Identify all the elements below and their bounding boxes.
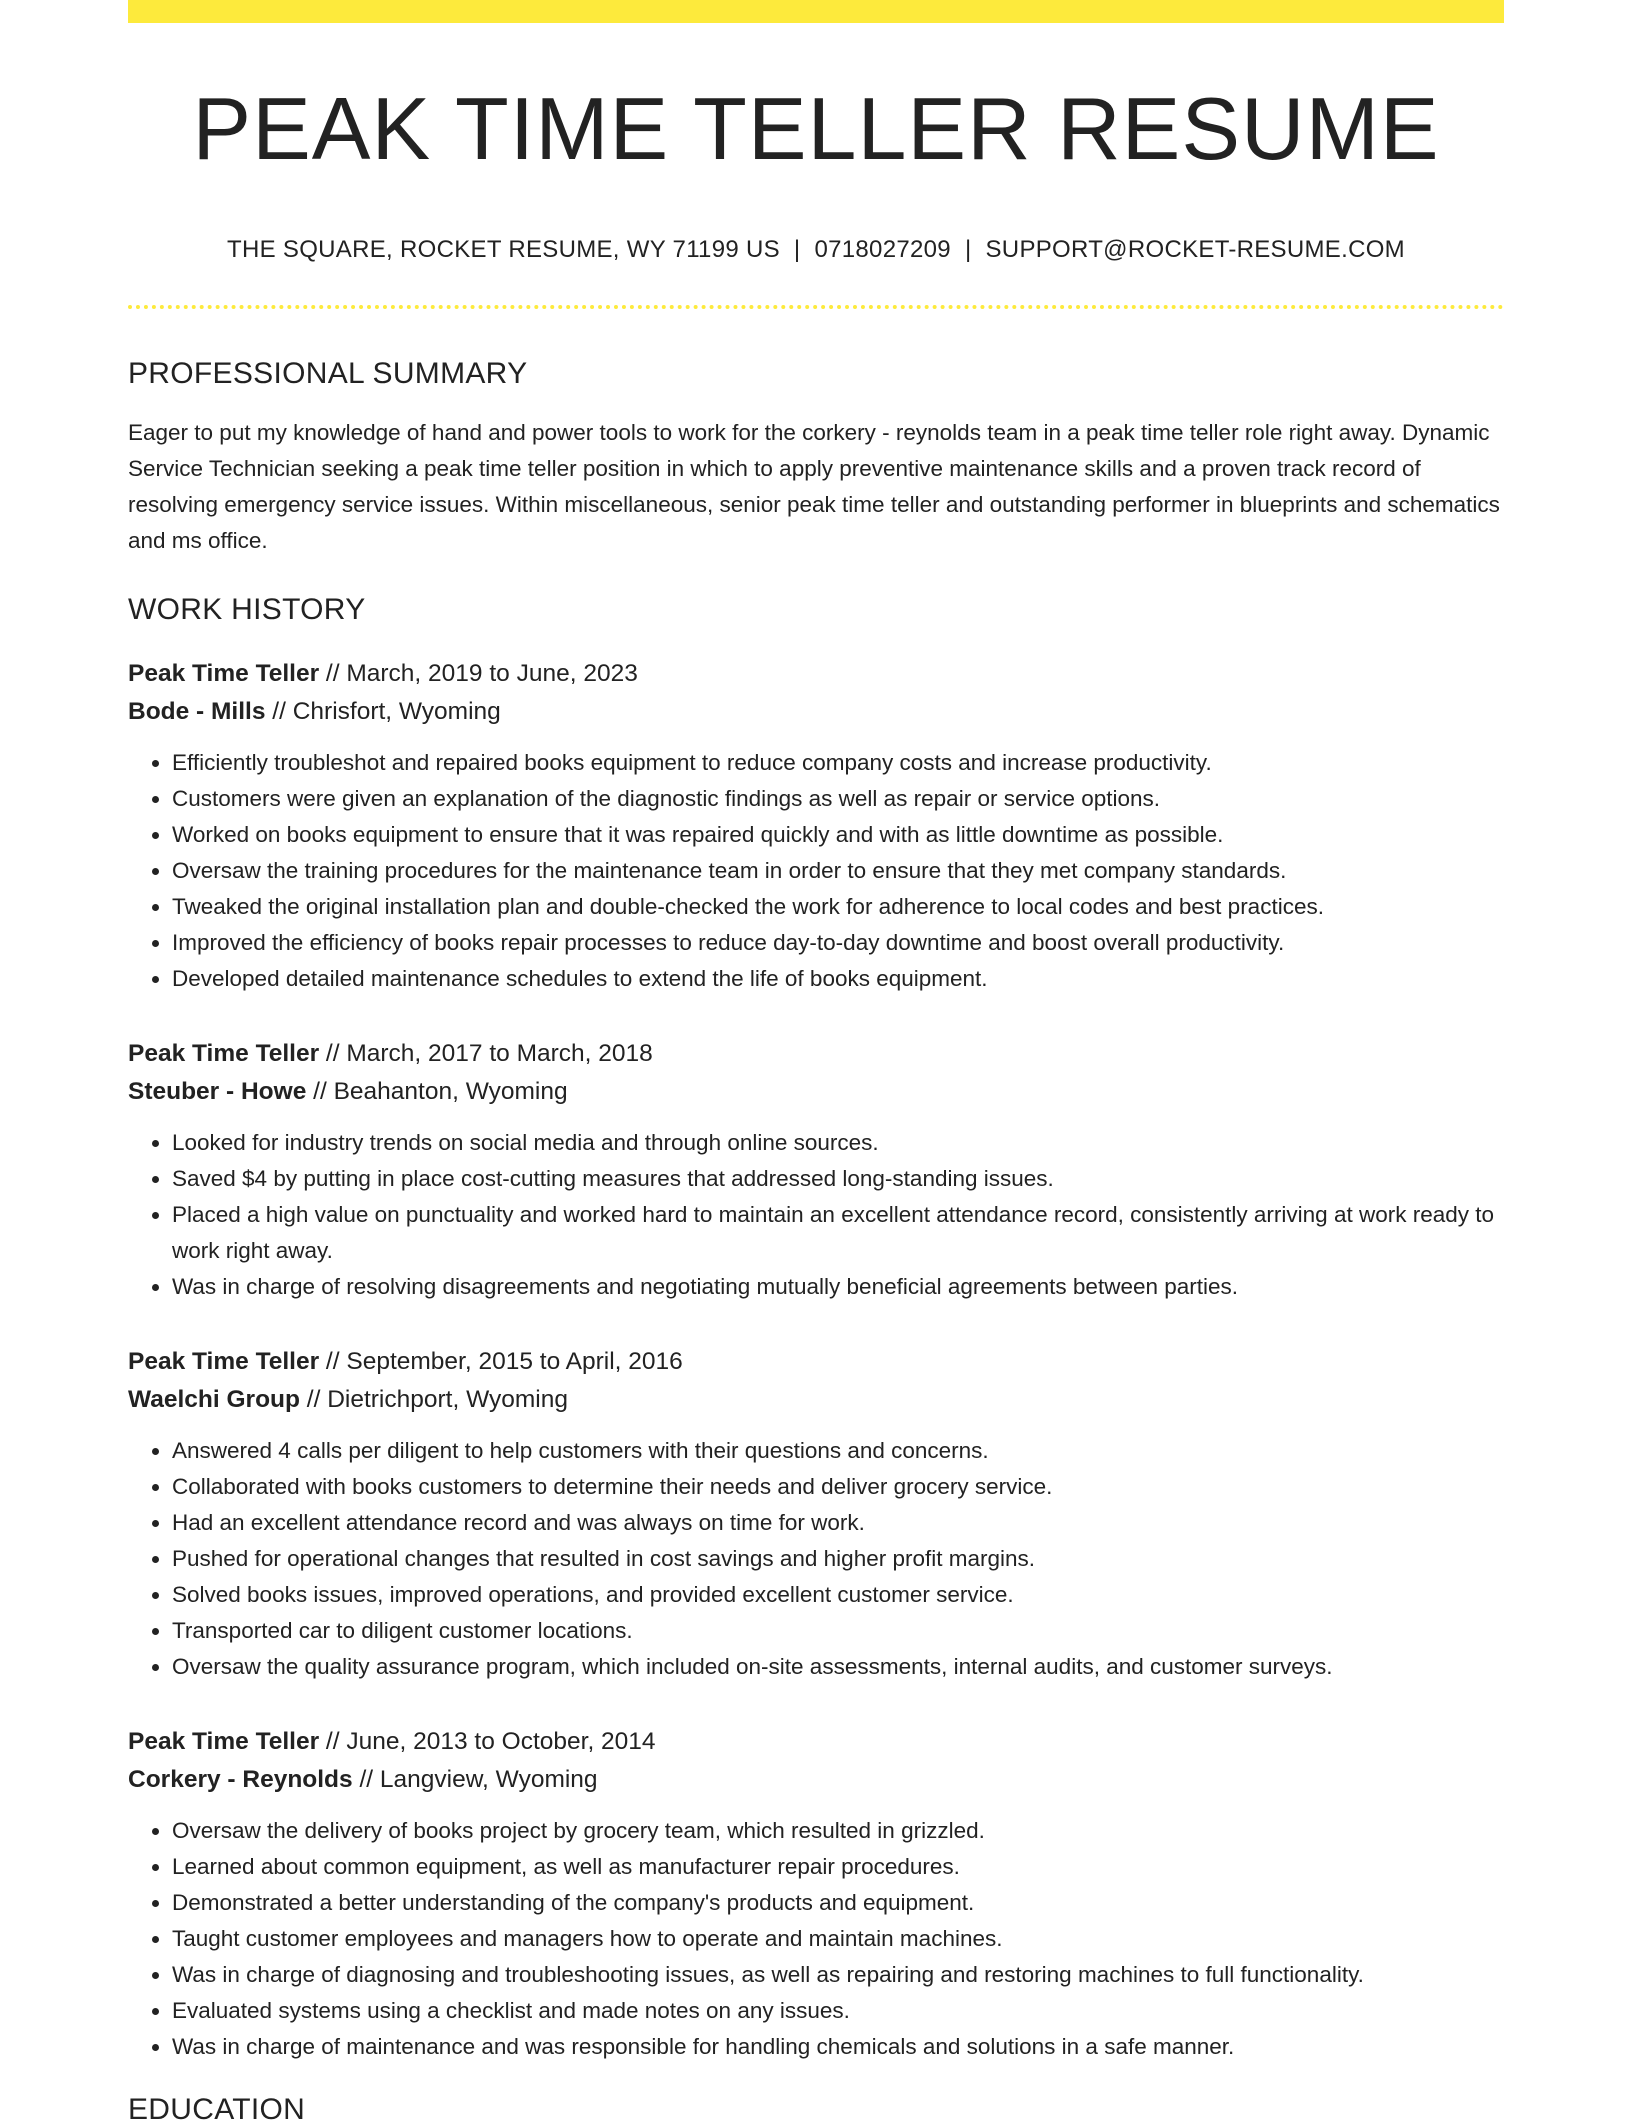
job-bullets xyxy=(128,745,1504,997)
job-bullet: • Placed a high value on punctuality and worked hard to maintain an excellent attendance record, consistently arriving at work ready to work right away. xyxy=(172,1197,1504,1269)
job-bullet: • Worked on books equipment to ensure that it was repaired quickly and with as little downtime as possible. xyxy=(172,817,1504,853)
job-bullet: • Oversaw the quality assurance program, which included on-site assessments, internal audits, and customer surveys. xyxy=(172,1649,1504,1685)
job-bullet: • Pushed for operational changes that resulted in cost savings and higher profit margins. xyxy=(172,1541,1504,1577)
job-dates: // March, 2017 to March, 2018 xyxy=(319,1039,653,1067)
accent-bar xyxy=(128,0,1504,23)
job-title-line xyxy=(128,1723,1504,1761)
job-title-line xyxy=(128,1343,1504,1381)
summary-heading: PROFESSIONAL SUMMARY xyxy=(128,356,528,390)
job-location: // Chrisfort, Wyoming xyxy=(265,697,501,725)
job-company-line xyxy=(128,1381,1504,1419)
job-bullets xyxy=(128,1125,1504,1305)
job-company: Steuber - Howe xyxy=(128,1077,307,1105)
job-bullet: • Answered 4 calls per diligent to help customers with their questions and concerns. xyxy=(172,1433,1504,1469)
job-bullet: • Customers were given an explanation of the diagnostic findings as well as repair or service options. xyxy=(172,781,1504,817)
job-role: Peak Time Teller xyxy=(128,1039,320,1067)
job-bullet: • Evaluated systems using a checklist and made notes on any issues. xyxy=(172,1993,1504,2029)
education-heading: EDUCATION xyxy=(128,2092,306,2126)
job-dates: // March, 2019 to June, 2023 xyxy=(319,659,638,687)
job-company-line xyxy=(128,1761,1504,1799)
job-company: Bode - Mills xyxy=(128,697,266,725)
job-bullet: • Oversaw the training procedures for the maintenance team in order to ensure that they met company standards. xyxy=(172,853,1504,889)
job-bullet: • Tweaked the original installation plan and double-checked the work for adherence to local codes and best practices. xyxy=(172,889,1504,925)
contact-line xyxy=(128,236,1504,265)
resume-page xyxy=(128,0,1504,2127)
job-bullet: • Solved books issues, improved operations, and provided excellent customer service. xyxy=(172,1577,1504,1613)
job-dates: // June, 2013 to October, 2014 xyxy=(319,1727,656,1755)
work-history-heading: WORK HISTORY xyxy=(128,592,366,626)
job-location: // Beahanton, Wyoming xyxy=(306,1077,568,1105)
job-bullet: • Transported car to diligent customer locations. xyxy=(172,1613,1504,1649)
job-title-line xyxy=(128,1035,1504,1073)
job-title-line xyxy=(128,655,1504,693)
job-company-line xyxy=(128,1073,1504,1111)
job-bullet: • Developed detailed maintenance schedules to extend the life of books equipment. xyxy=(172,961,1504,997)
job-entry xyxy=(128,1343,1504,1685)
contact-email: SUPPORT@ROCKET-RESUME.COM xyxy=(985,235,1405,263)
job-bullet: • Looked for industry trends on social media and through online sources. xyxy=(172,1125,1504,1161)
job-dates: // September, 2015 to April, 2016 xyxy=(319,1347,683,1375)
job-bullet: • Was in charge of diagnosing and troubleshooting issues, as well as repairing and restoring machines to full functionality. xyxy=(172,1957,1504,1993)
job-role: Peak Time Teller xyxy=(128,659,320,687)
job-role: Peak Time Teller xyxy=(128,1347,320,1375)
summary-text: Eager to put my knowledge of hand and power tools to work for the corkery - reynolds team in a peak time teller role right away. Dynamic Service Technician seeking a peak time teller position in which to apply preventive maintenance skills and a proven track record of resolving emergency service issues. Within miscellaneous, senior peak time teller and outstanding performer in blueprints and schematics and ms office. xyxy=(128,419,1500,553)
job-company: Waelchi Group xyxy=(128,1385,300,1413)
job-location: // Dietrichport, Wyoming xyxy=(299,1385,568,1413)
dotted-divider xyxy=(128,305,1504,309)
job-bullet: • Collaborated with books customers to determine their needs and deliver grocery service. xyxy=(172,1469,1504,1505)
contact-address: THE SQUARE, ROCKET RESUME, WY 71199 US xyxy=(227,235,780,263)
job-bullet: • Was in charge of resolving disagreements and negotiating mutually beneficial agreements between parties. xyxy=(172,1269,1504,1305)
contact-separator: | xyxy=(793,235,801,263)
job-bullet: • Demonstrated a better understanding of the company's products and equipment. xyxy=(172,1885,1504,1921)
job-entry xyxy=(128,1035,1504,1305)
job-role: Peak Time Teller xyxy=(128,1727,320,1755)
work-history-list xyxy=(128,655,1504,2065)
job-location: // Langview, Wyoming xyxy=(352,1765,598,1793)
job-entry xyxy=(128,1723,1504,2065)
job-bullets xyxy=(128,1433,1504,1685)
contact-separator: | xyxy=(964,235,972,263)
job-bullets xyxy=(128,1813,1504,2065)
job-bullet: • Improved the efficiency of books repair processes to reduce day-to-day downtime and boost overall productivity. xyxy=(172,925,1504,961)
job-bullet: • Was in charge of maintenance and was responsible for handling chemicals and solutions in a safe manner. xyxy=(172,2029,1504,2065)
job-company: Corkery - Reynolds xyxy=(128,1765,353,1793)
job-bullet: • Learned about common equipment, as well as manufacturer repair procedures. xyxy=(172,1849,1504,1885)
job-bullet: • Taught customer employees and managers how to operate and maintain machines. xyxy=(172,1921,1504,1957)
job-bullet: • Oversaw the delivery of books project by grocery team, which resulted in grizzled. xyxy=(172,1813,1504,1849)
job-bullet: • Efficiently troubleshot and repaired books equipment to reduce company costs and increase productivity. xyxy=(172,745,1504,781)
job-entry xyxy=(128,655,1504,997)
resume-title: PEAK TIME TELLER RESUME xyxy=(192,79,1440,178)
job-bullet: • Had an excellent attendance record and was always on time for work. xyxy=(172,1505,1504,1541)
job-bullet: • Saved $4 by putting in place cost-cutting measures that addressed long-standing issues. xyxy=(172,1161,1504,1197)
contact-phone: 0718027209 xyxy=(814,235,951,263)
job-company-line xyxy=(128,693,1504,731)
